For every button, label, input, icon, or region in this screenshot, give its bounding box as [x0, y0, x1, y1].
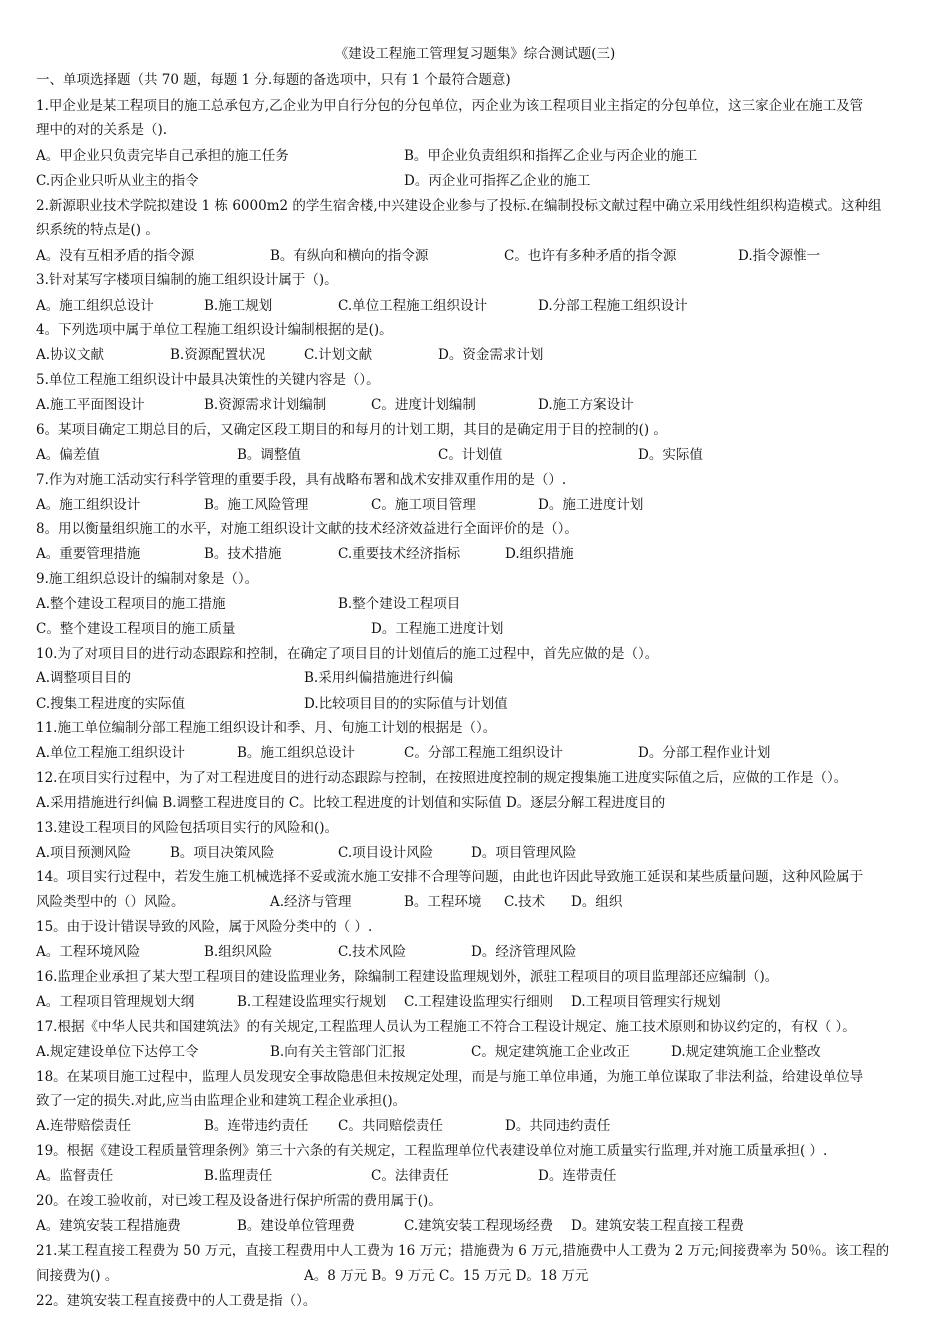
- question-8-option-c: C.重要技术经济指标: [338, 546, 461, 562]
- question-19-option-b: B.监理责任: [204, 1168, 273, 1184]
- question-12-text: 12.在项目实行过程中，为了对工程进度目的进行动态跟踪与控制，在按照进度控制的规定搜集施工进度实际值之后，应做的工作是（）。: [36, 770, 848, 786]
- question-2-option-d: D.指令源惟一: [738, 248, 821, 264]
- question-11-option-c: C。分部工程施工组织设计: [404, 745, 563, 761]
- question-18-option-d: D。共同违约责任: [505, 1118, 611, 1134]
- question-15-text: 15。由于设计错误导致的风险，属于风险分类中的（ ）.: [36, 919, 373, 935]
- question-19-text: 19。根据《建设工程质量管理条例》第三十六条的有关规定，工程监理单位代表建设单位对施工质量实行监理,并对施工质量承担( ）.: [36, 1143, 828, 1159]
- question-15-option-a: A。工程环境风险: [36, 944, 141, 960]
- question-7-text: 7.作为对施工活动实行科学管理的重要手段，具有战略布署和战术安排双重作用的是（）.: [36, 472, 567, 488]
- question-20-option-b: B。建设单位管理费: [237, 1218, 355, 1234]
- question-20-option-c: C.建筑安装工程现场经费: [404, 1218, 554, 1234]
- question-1-option-c: C.丙企业只听从业主的指令: [36, 173, 199, 189]
- question-13-option-b: B。项目决策风险: [170, 845, 275, 861]
- section-heading: 一、单项选择题（共 70 题，每题 1 分.每题的备选项中，只有 1 个最符合题意): [36, 72, 511, 88]
- question-4-option-a: A.协议文献: [36, 347, 105, 363]
- question-10-option-d: D.比较项目目的的实际值与计划值: [304, 696, 508, 712]
- document-title: 《建设工程施工管理复习题集》综合测试题(三): [334, 46, 616, 62]
- question-2-option-a: A。没有互相矛盾的指令源: [36, 248, 195, 264]
- question-4-option-b: B.资源配置状况: [170, 347, 266, 363]
- question-6-option-b: B。调整值: [237, 447, 301, 463]
- question-3-option-c: C.单位工程施工组织设计: [338, 298, 488, 314]
- question-7-option-c: C。施工项目管理: [371, 497, 476, 513]
- question-3-option-b: B.施工规划: [204, 298, 273, 314]
- question-16-text: 16.监理企业承担了某大型工程项目的建设监理业务，除编制工程建设监理规划外，派驻工程项目的项目监理部还应编制（)。: [36, 969, 779, 985]
- question-21-text-cont: 间接费为() 。: [36, 1268, 119, 1284]
- question-19-option-a: A。监督责任: [36, 1168, 114, 1184]
- question-12-options: A.采用措施进行纠偏 B.调整工程进度目的 C。比较工程进度的计划值和实际值 D。逐层分解工程进度目的: [36, 795, 666, 811]
- question-10-text: 10.为了对项目目的进行动态跟踪和控制，在确定了项目目的计划值后的施工过程中，首先应做的是（）。: [36, 646, 659, 662]
- question-20-option-a: A。建筑安装工程措施费: [36, 1218, 181, 1234]
- question-8-option-d: D.组织措施: [505, 546, 574, 562]
- question-17-option-c: C。规定建筑施工企业改正: [471, 1044, 630, 1060]
- question-14-option-a: A.经济与管理: [270, 894, 352, 910]
- question-14-option-b: B。工程环境: [404, 894, 482, 910]
- question-16-option-b: B.工程建设监理实行规划: [237, 994, 387, 1010]
- question-17-option-b: B.向有关主管部门汇报: [270, 1044, 406, 1060]
- question-18-text: 18。在某项目施工过程中，监理人员发现安全事故隐患但未按规定处理，而是与施工单位串通，为施工单位谋取了非法利益，给建设单位导: [36, 1069, 864, 1085]
- question-11-option-d: D。分部工程作业计划: [638, 745, 771, 761]
- question-5-option-c: C。进度计划编制: [371, 397, 476, 413]
- question-1-option-d: D。丙企业可指挥乙企业的施工: [404, 173, 591, 189]
- question-16-option-a: A。工程项目管理规划大纲: [36, 994, 195, 1010]
- question-22-text: 22。建筑安装工程直接费中的人工费是指（）。: [36, 1293, 317, 1309]
- question-10-option-a: A.调整项目目的: [36, 670, 132, 686]
- question-19-option-d: D。连带责任: [538, 1168, 617, 1184]
- question-14-option-d: D。组织: [571, 894, 623, 910]
- question-1-option-a: A。甲企业只负责完毕自己承担的施工任务: [36, 148, 289, 164]
- question-6-option-d: D。实际值: [638, 447, 703, 463]
- question-11-text: 11.施工单位编制分部工程施工组织设计和季、月、旬施工计划的根据是（）。: [36, 720, 497, 736]
- question-16-option-c: C.工程建设监理实行细则: [404, 994, 554, 1010]
- question-18-option-b: B。连带违约责任: [204, 1118, 309, 1134]
- question-14-text: 14。项目实行过程中，若发生施工机械选择不妥或流水施工安排不合理等问题，由此也许因此导致施工延误和某些质量问题，这种风险属于: [36, 869, 864, 885]
- question-4-option-c: C.计划文献: [304, 347, 373, 363]
- question-1-option-b: B。甲企业负责组织和指挥乙企业与丙企业的施工: [404, 148, 698, 164]
- question-7-option-d: D。施工进度计划: [538, 497, 644, 513]
- question-7-option-a: A。施工组织设计: [36, 497, 141, 513]
- question-5-option-b: B.资源需求计划编制: [204, 397, 327, 413]
- question-3-option-d: D.分部工程施工组织设计: [538, 298, 688, 314]
- question-18-text-cont: 致了一定的损失.对此,应当由监理企业和建筑工程企业承担()。: [36, 1093, 407, 1109]
- question-5-text: 5.单位工程施工组织设计中最具决策性的关键内容是（）。: [36, 372, 380, 388]
- question-5-option-a: A.施工平面图设计: [36, 397, 145, 413]
- question-21-options: A。8 万元 B。9 万元 C。15 万元 D。18 万元: [304, 1268, 589, 1284]
- question-4-option-d: D。资金需求计划: [438, 347, 544, 363]
- question-3-option-a: A。施工组织总设计: [36, 298, 154, 314]
- question-11-option-a: A.单位工程施工组织设计: [36, 745, 186, 761]
- question-13-option-d: D。项目管理风险: [471, 845, 577, 861]
- question-20-option-d: D。建筑安装工程直接工程费: [571, 1218, 744, 1234]
- question-2-option-b: B。有纵向和横向的指令源: [270, 248, 429, 264]
- question-16-option-d: D.工程项目管理实行规划: [571, 994, 721, 1010]
- question-4-text: 4。下列选项中属于单位工程施工组织设计编制根据的是()。: [36, 322, 393, 338]
- question-10-option-b: B.采用纠偏措施进行纠偏: [304, 670, 454, 686]
- question-17-option-d: D.规定建筑施工企业整改: [671, 1044, 821, 1060]
- question-13-text: 13.建设工程项目的风险包括项目实行的风险和()。: [36, 820, 339, 836]
- question-20-text: 20。在竣工验收前，对已竣工程及设备进行保护所需的费用属于()。: [36, 1193, 442, 1209]
- question-17-option-a: A.规定建设单位下达停工令: [36, 1044, 199, 1060]
- question-9-text: 9.施工组织总设计的编制对象是（）。: [36, 571, 259, 587]
- question-9-option-d: D。工程施工进度计划: [371, 621, 504, 637]
- question-13-option-c: C.项目设计风险: [338, 845, 434, 861]
- question-15-option-d: D。经济管理风险: [471, 944, 577, 960]
- question-19-option-c: C。法律责任: [371, 1168, 449, 1184]
- question-15-option-b: B.组织风险: [204, 944, 273, 960]
- question-6-option-a: A。偏差值: [36, 447, 100, 463]
- question-18-option-c: C。共同赔偿责任: [338, 1118, 443, 1134]
- question-8-option-b: B。技术措施: [204, 546, 282, 562]
- question-7-option-b: B。施工风险管理: [204, 497, 309, 513]
- question-9-option-a: A.整个建设工程项目的施工措施: [36, 596, 226, 612]
- question-2-option-c: C。也许有多种矛盾的指令源: [504, 248, 677, 264]
- question-6-option-c: C。计划值: [438, 447, 503, 463]
- question-1-text: 1.甲企业是某工程项目的施工总承包方,乙企业为甲自行分包的分包单位，丙企业为该工程项目业主指定的分包单位，这三家企业在施工及管: [36, 98, 864, 114]
- question-2-text-cont: 织系统的特点是() 。: [36, 222, 159, 238]
- question-18-option-a: A.连带赔偿责任: [36, 1118, 132, 1134]
- question-17-text: 17.根据《中华人民共和国建筑法》的有关规定,工程监理人员认为工程施工不符合工程设计规定、施工技术原则和协议约定的，有权（ ）。: [36, 1019, 856, 1035]
- question-9-option-b: B.整个建设工程项目: [338, 596, 461, 612]
- question-3-text: 3.针对某写字楼项目编制的施工组织设计属于（)。: [36, 272, 338, 288]
- question-8-option-a: A。重要管理措施: [36, 546, 141, 562]
- question-13-option-a: A.项目预测风险: [36, 845, 132, 861]
- question-5-option-d: D.施工方案设计: [538, 397, 634, 413]
- question-9-option-c: C。整个建设工程项目的施工质量: [36, 621, 236, 637]
- question-21-text: 21.某工程直接工程费为 50 万元，直接工程费用中人工费为 16 万元；措施费为 6 万元,措施费中人工费为 2 万元;间接费率为 50％。该工程的: [36, 1243, 890, 1259]
- question-14-option-c: C.技术: [504, 894, 546, 910]
- question-15-option-c: C.技术风险: [338, 944, 407, 960]
- question-8-text: 8。用以衡量组织施工的水平，对施工组织设计文献的技术经济效益进行全面评价的是（）。: [36, 521, 578, 537]
- question-2-text: 2.新源职业技术学院拟建设 1 栋 6000m2 的学生宿舍楼,中兴建设企业参与了投标.在编制投标文献过程中确立采用线性组织构造模式。这种组: [36, 198, 882, 214]
- question-6-text: 6。某项目确定工期总目的后，又确定区段工期目的和每月的计划工期，其目的是确定用于目的控制的() 。: [36, 422, 667, 438]
- question-11-option-b: B。施工组织总设计: [237, 745, 355, 761]
- question-10-option-c: C.搜集工程进度的实际值: [36, 696, 186, 712]
- question-1-text-cont: 理中的对的关系是（).: [36, 122, 168, 138]
- question-14-text-cont: 风险类型中的（）风险。: [36, 894, 185, 910]
